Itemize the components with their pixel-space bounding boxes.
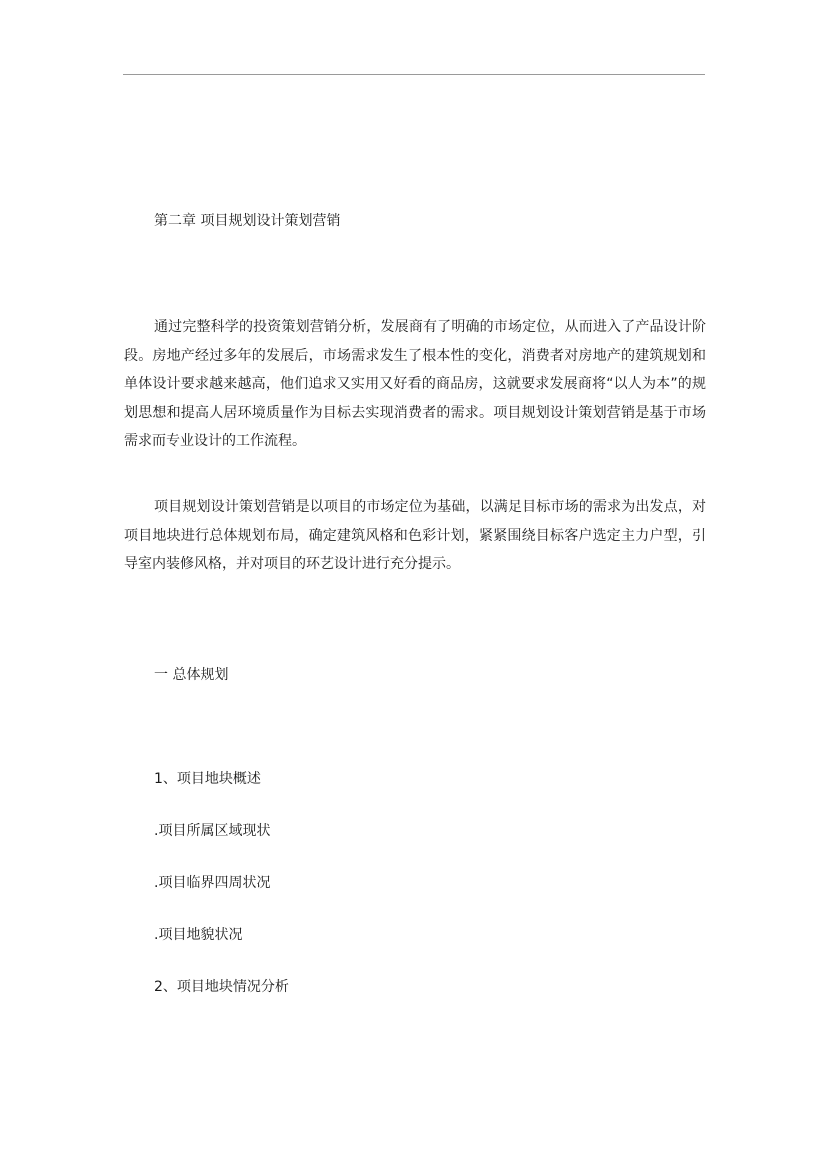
list-item: .项目所属区域现状: [154, 823, 271, 839]
list-item: 1、项目地块概述: [154, 771, 261, 787]
chapter-title: 第二章 项目规划设计策划营销: [154, 213, 341, 229]
intro-paragraph: 通过完整科学的投资策划营销分析，发展商有了明确的市场定位，从而进入了产品设计阶段。房地产经过多年的发展后，市场需求发生了根本性的变化，消费者对房地产的建筑规划和单体设计要求越来越高，他们追求又实用又好看的商品房，这就要求发展商将“以人为本”的规划思想和提高人居环境质量作为目标去实现消费者的需求。项目规划设计策划营销是基于市场需求而专业设计的工作流程。: [124, 319, 706, 450]
header-rule: [123, 74, 705, 75]
planning-paragraph: 项目规划设计策划营销是以项目的市场定位为基础，以满足目标市场的需求为出发点，对项目地块进行总体规划布局，确定建筑风格和色彩计划，紧紧围绕目标客户选定主力户型，引导室内装修风格，并对项目的环艺设计进行充分提示。: [124, 499, 706, 573]
list-item: .项目临界四周状况: [154, 875, 271, 891]
list-item: 2、项目地块情况分析: [154, 979, 289, 995]
section-heading-overall-planning: 一 总体规划: [154, 667, 229, 683]
list-item: .项目地貌状况: [154, 927, 243, 943]
